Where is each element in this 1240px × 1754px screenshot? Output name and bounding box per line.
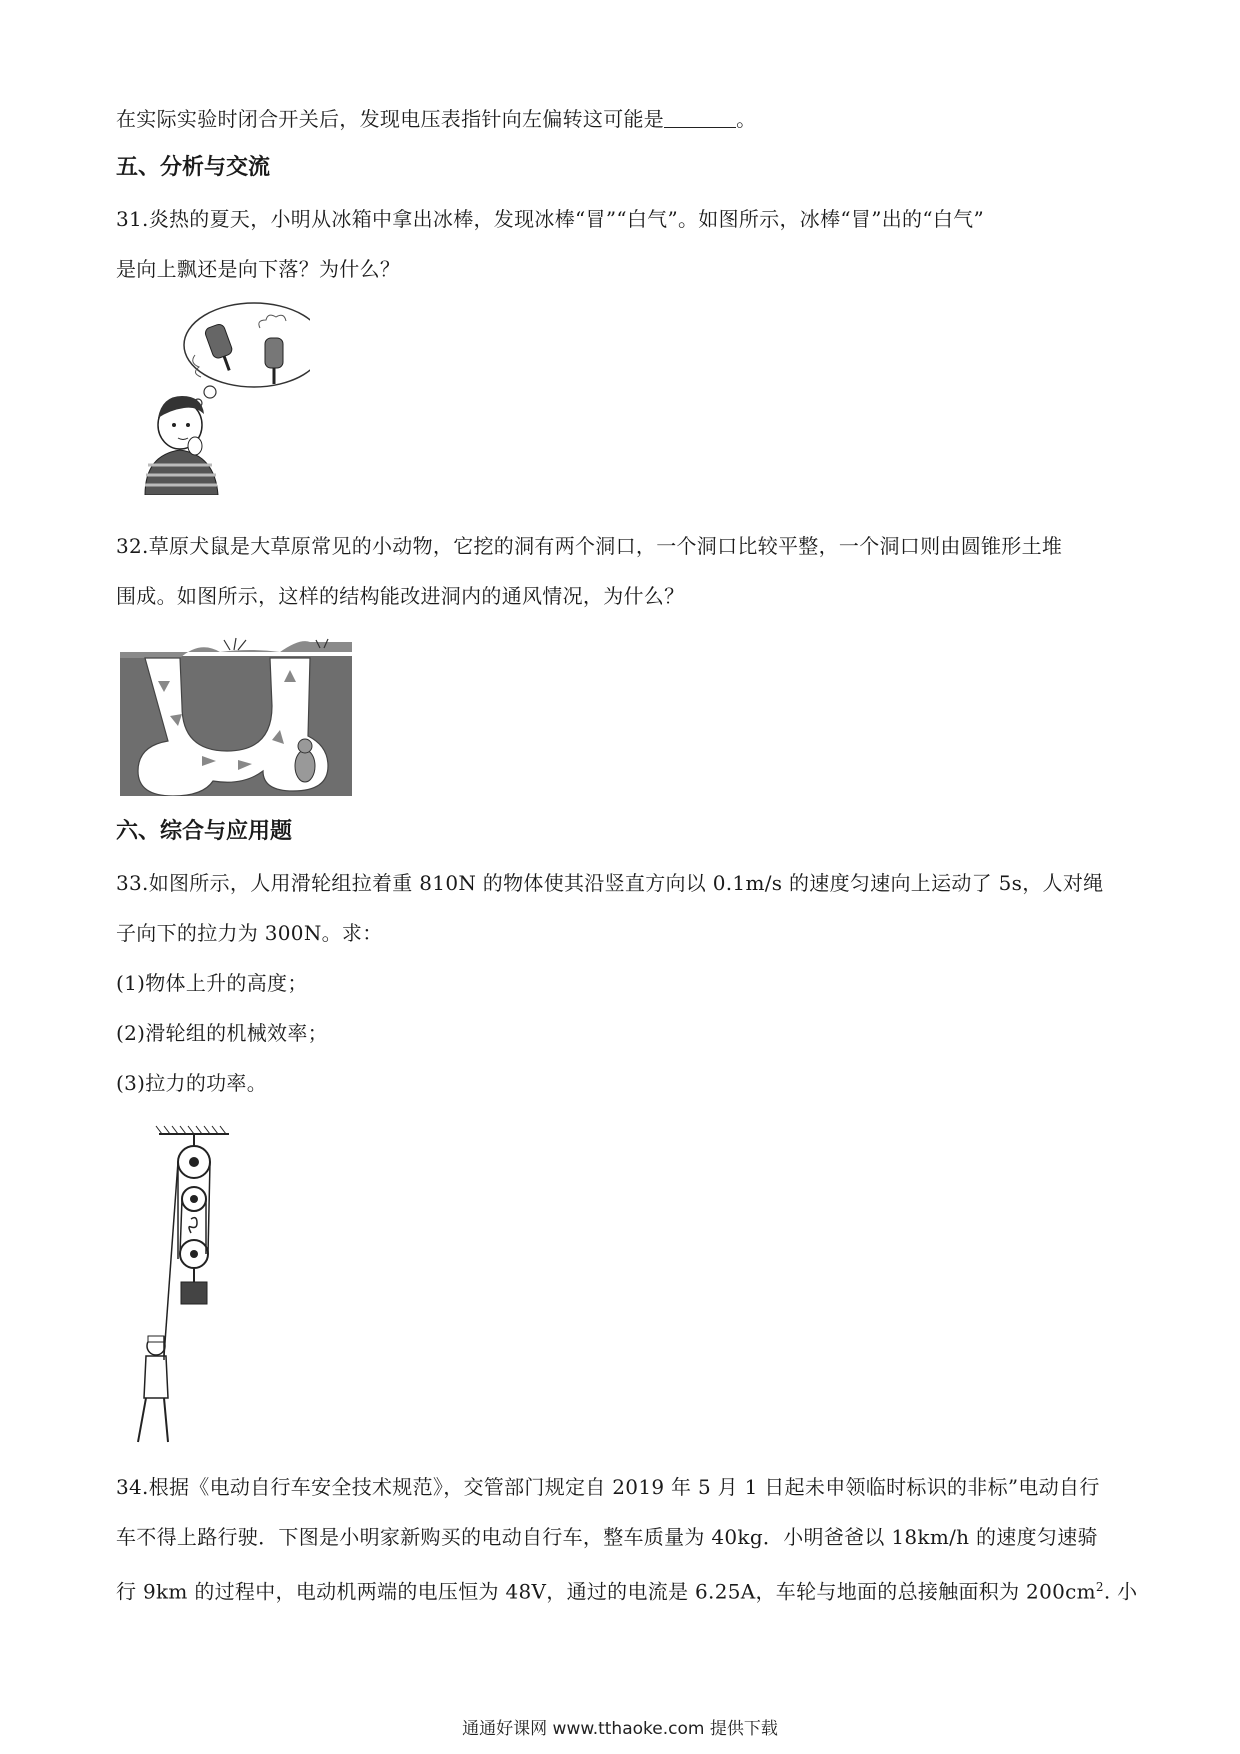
q30-tail-text: 在实际实验时闭合开关后，发现电压表指针向左偏转这可能是 xyxy=(116,107,665,131)
section-five-heading: 五、分析与交流 xyxy=(116,155,271,180)
q33-sub3: (3)拉力的功率。 xyxy=(116,1071,268,1095)
section-six-heading: 六、综合与应用题 xyxy=(116,819,293,844)
q33-line2: 子向下的拉力为 300N。求： xyxy=(116,921,383,945)
q34-line1: 34.根据《电动自行车安全技术规范》，交管部门规定自 2019 年 5 月 1 日起未申领临时标识的非标”电动自行 xyxy=(116,1475,1100,1499)
q34-line2: 车不得上路行驶．下图是小明家新购买的电动自行车，整车质量为 40kg．小明爸爸以 18km/h 的速度匀速骑 xyxy=(116,1525,1098,1549)
answer-blank xyxy=(664,107,736,128)
q30-tail-end: 。 xyxy=(736,107,757,131)
q34-line3-text: 行 9km 的过程中，电动机两端的电压恒为 48V，通过的电流是 6.25A，车轮与地面的总接触面积为 200cm xyxy=(116,1579,1096,1604)
q32-line2: 围成。如图所示，这样的结构能改进洞内的通风情况，为什么？ xyxy=(116,584,685,608)
q34-line3-end: . 小 xyxy=(1103,1579,1138,1604)
q32-line1: 32.草原犬鼠是大草原常见的小动物，它挖的洞有两个洞口，一个洞口比较平整，一个洞口则由圆锥形土堆 xyxy=(116,534,1063,558)
boy-popsicle-figure xyxy=(140,300,310,495)
q34-line3 xyxy=(116,1574,1137,1605)
q33-line1: 33.如图所示，人用滑轮组拉着重 810N 的物体使其沿竖直方向以 0.1m/s 的速度匀速向上运动了 5s，人对绳 xyxy=(116,871,1104,895)
q33-sub2: (2)滑轮组的机械效率； xyxy=(116,1021,328,1045)
q33-sub1: (1)物体上升的高度； xyxy=(116,971,308,995)
prairie-dog-burrow-figure xyxy=(120,636,352,796)
pulley-system-figure xyxy=(134,1124,244,1454)
q34-line3-superscript: 2 xyxy=(1095,1580,1104,1594)
q31-line1: 31.炎热的夏天，小明从冰箱中拿出冰棒，发现冰棒“冒”“白气”。如图所示，冰棒“冒”出的“白气” xyxy=(116,207,985,231)
q30-tail xyxy=(116,106,756,132)
q31-line2: 是向上飘还是向下落？为什么？ xyxy=(116,257,401,281)
page-footer: 通通好课网 www.tthaoke.com 提供下载 xyxy=(462,1719,778,1739)
